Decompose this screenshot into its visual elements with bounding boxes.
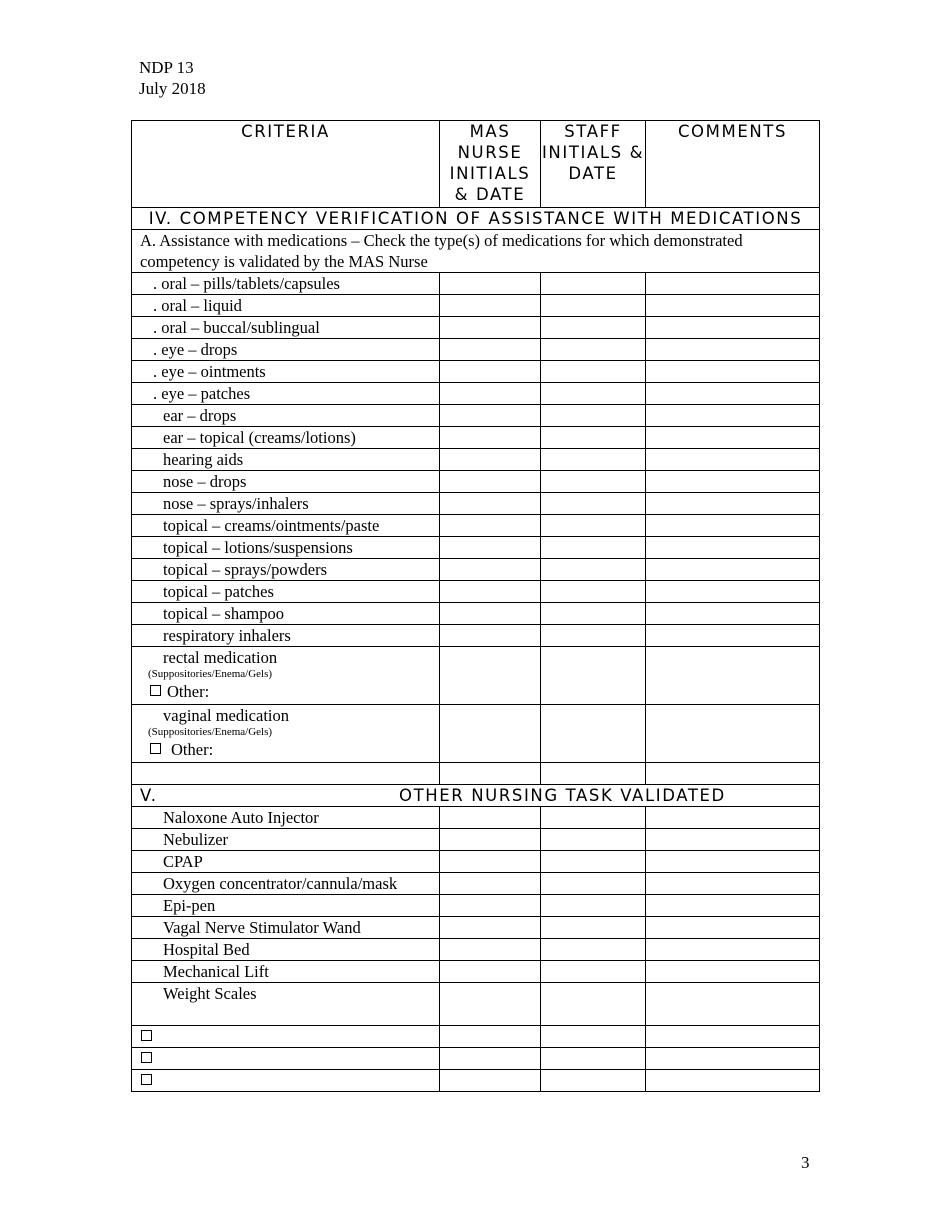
- criteria-cell: [132, 1070, 440, 1092]
- staff-cell[interactable]: [541, 537, 646, 559]
- checkbox-row: [132, 1026, 820, 1048]
- criteria-cell: . eye – ointments: [132, 361, 440, 383]
- section-iv-intro-row: [132, 230, 820, 273]
- mas-nurse-cell[interactable]: [440, 361, 541, 383]
- staff-cell[interactable]: [541, 1048, 646, 1070]
- table-row: [132, 829, 820, 851]
- mas-nurse-cell[interactable]: [440, 763, 541, 785]
- criteria-cell: topical – shampoo: [132, 603, 440, 625]
- table-row: [132, 427, 820, 449]
- criteria-cell: Epi-pen: [132, 895, 440, 917]
- comments-cell[interactable]: [646, 339, 820, 361]
- comments-cell[interactable]: [646, 361, 820, 383]
- staff-cell[interactable]: [541, 1070, 646, 1092]
- comments-cell[interactable]: [646, 273, 820, 295]
- checkbox-row: [132, 1070, 820, 1092]
- comments-cell[interactable]: [646, 295, 820, 317]
- table-row: [132, 961, 820, 983]
- checkbox-row: [132, 1048, 820, 1070]
- vaginal-other-checkbox[interactable]: [150, 743, 161, 754]
- criteria-cell[interactable]: [132, 763, 440, 785]
- staff-cell[interactable]: [541, 625, 646, 647]
- staff-cell[interactable]: [541, 559, 646, 581]
- mas-nurse-cell[interactable]: [440, 961, 541, 983]
- vaginal-sub-label: (Suppositories/Enema/Gels): [148, 726, 273, 738]
- comments-cell[interactable]: [646, 873, 820, 895]
- criteria-cell: Vagal Nerve Stimulator Wand: [132, 917, 440, 939]
- comments-cell[interactable]: [646, 581, 820, 603]
- criteria-cell: topical – sprays/powders: [132, 559, 440, 581]
- comments-cell[interactable]: [646, 537, 820, 559]
- mas-nurse-cell[interactable]: [440, 851, 541, 873]
- staff-cell[interactable]: [541, 273, 646, 295]
- comments-cell[interactable]: [646, 449, 820, 471]
- mas-nurse-cell[interactable]: [440, 939, 541, 961]
- criteria-cell: Mechanical Lift: [132, 961, 440, 983]
- criteria-cell: respiratory inhalers: [132, 625, 440, 647]
- checkbox[interactable]: [141, 1030, 152, 1041]
- comments-cell[interactable]: [646, 705, 820, 763]
- section-v-header: [132, 785, 820, 807]
- rectal-other-label: Other:: [167, 682, 210, 701]
- page-number: 3: [801, 1153, 810, 1172]
- comments-cell[interactable]: [646, 851, 820, 873]
- table-row: [132, 273, 820, 295]
- staff-cell[interactable]: [541, 983, 646, 1026]
- comments-cell[interactable]: [646, 1026, 820, 1048]
- staff-cell[interactable]: [541, 493, 646, 515]
- criteria-cell: [132, 1048, 440, 1070]
- staff-cell[interactable]: [541, 339, 646, 361]
- table-row: [132, 317, 820, 339]
- mas-nurse-cell[interactable]: [440, 471, 541, 493]
- mas-nurse-cell[interactable]: [440, 603, 541, 625]
- comments-cell[interactable]: [646, 829, 820, 851]
- comments-cell[interactable]: [646, 1048, 820, 1070]
- comments-cell[interactable]: [646, 515, 820, 537]
- staff-cell[interactable]: [541, 917, 646, 939]
- comments-cell[interactable]: [646, 471, 820, 493]
- staff-cell[interactable]: [541, 581, 646, 603]
- criteria-cell: . oral – pills/tablets/capsules: [132, 273, 440, 295]
- mas-nurse-cell[interactable]: [440, 647, 541, 705]
- mas-nurse-cell[interactable]: [440, 273, 541, 295]
- mas-nurse-cell[interactable]: [440, 317, 541, 339]
- criteria-cell: topical – creams/ointments/paste: [132, 515, 440, 537]
- vaginal-medication-row: [132, 705, 820, 763]
- mas-nurse-cell[interactable]: [440, 449, 541, 471]
- rectal-criteria-cell: [132, 647, 440, 705]
- criteria-cell: Weight Scales: [132, 983, 440, 1026]
- mas-nurse-cell[interactable]: [440, 515, 541, 537]
- competency-checklist-table: [131, 120, 820, 1092]
- table-row: [132, 471, 820, 493]
- mas-nurse-cell[interactable]: [440, 581, 541, 603]
- table-row: [132, 983, 820, 1026]
- mas-nurse-cell[interactable]: [440, 1070, 541, 1092]
- mas-nurse-cell[interactable]: [440, 807, 541, 829]
- staff-cell[interactable]: [541, 295, 646, 317]
- staff-cell[interactable]: [541, 705, 646, 763]
- criteria-cell: nose – sprays/inhalers: [132, 493, 440, 515]
- staff-cell[interactable]: [541, 851, 646, 873]
- mas-nurse-cell[interactable]: [440, 917, 541, 939]
- mas-nurse-cell[interactable]: [440, 405, 541, 427]
- criteria-header: CRITERIA: [132, 121, 440, 208]
- comments-header: COMMENTS: [646, 121, 820, 208]
- mas-nurse-cell[interactable]: [440, 295, 541, 317]
- column-header-row: [132, 121, 820, 208]
- rectal-sub-label: (Suppositories/Enema/Gels): [148, 668, 273, 680]
- staff-cell[interactable]: [541, 361, 646, 383]
- criteria-cell: hearing aids: [132, 449, 440, 471]
- rectal-other-checkbox[interactable]: [150, 685, 161, 696]
- comments-cell[interactable]: [646, 807, 820, 829]
- comments-cell[interactable]: [646, 961, 820, 983]
- criteria-cell: Oxygen concentrator/cannula/mask: [132, 873, 440, 895]
- section-v-title: OTHER NURSING TASK VALIDATED: [399, 786, 726, 805]
- comments-cell[interactable]: [646, 1070, 820, 1092]
- comments-cell[interactable]: [646, 383, 820, 405]
- mas-nurse-cell[interactable]: [440, 705, 541, 763]
- mas-nurse-cell[interactable]: [440, 1026, 541, 1048]
- staff-cell[interactable]: [541, 873, 646, 895]
- staff-cell[interactable]: [541, 471, 646, 493]
- mas-nurse-cell[interactable]: [440, 983, 541, 1026]
- criteria-cell: Hospital Bed: [132, 939, 440, 961]
- table-row: [132, 559, 820, 581]
- table-row: [132, 339, 820, 361]
- document-header: [139, 57, 206, 99]
- comments-cell[interactable]: [646, 427, 820, 449]
- comments-cell[interactable]: [646, 895, 820, 917]
- staff-cell[interactable]: [541, 427, 646, 449]
- staff-cell[interactable]: [541, 895, 646, 917]
- mas-nurse-cell[interactable]: [440, 427, 541, 449]
- criteria-cell: CPAP: [132, 851, 440, 873]
- staff-cell[interactable]: [541, 829, 646, 851]
- section-iv-title: IV. COMPETENCY VERIFICATION OF ASSISTANCE WITH MEDICATIONS: [132, 208, 820, 230]
- mas-nurse-header: MAS NURSE INITIALS & DATE: [440, 121, 541, 208]
- comments-cell[interactable]: [646, 603, 820, 625]
- mas-nurse-cell[interactable]: [440, 895, 541, 917]
- staff-cell[interactable]: [541, 383, 646, 405]
- comments-cell[interactable]: [646, 493, 820, 515]
- table-row: [132, 295, 820, 317]
- section-v-numeral: V.: [140, 786, 158, 805]
- staff-cell[interactable]: [541, 961, 646, 983]
- checkbox[interactable]: [141, 1074, 152, 1085]
- comments-cell[interactable]: [646, 405, 820, 427]
- section-iv-intro: A. Assistance with medications – Check the type(s) of medications for which demonstrated competency is validated by the MAS Nurse: [132, 230, 820, 273]
- staff-cell[interactable]: [541, 405, 646, 427]
- table-row: [132, 581, 820, 603]
- staff-cell[interactable]: [541, 1026, 646, 1048]
- staff-cell[interactable]: [541, 515, 646, 537]
- comments-cell[interactable]: [646, 983, 820, 1026]
- staff-cell[interactable]: [541, 317, 646, 339]
- criteria-cell: [132, 1026, 440, 1048]
- staff-header: STAFF INITIALS & DATE: [541, 121, 646, 208]
- vaginal-criteria-cell: [132, 705, 440, 763]
- blank-row: [132, 763, 820, 785]
- section-v-row: [132, 785, 820, 807]
- criteria-cell: ear – drops: [132, 405, 440, 427]
- vaginal-other-label: Other:: [171, 740, 214, 759]
- staff-cell[interactable]: [541, 939, 646, 961]
- table-row: [132, 493, 820, 515]
- mas-nurse-cell[interactable]: [440, 1048, 541, 1070]
- criteria-cell: topical – lotions/suspensions: [132, 537, 440, 559]
- document-date: July 2018: [139, 79, 206, 98]
- document-id: NDP 13: [139, 58, 194, 77]
- staff-cell[interactable]: [541, 449, 646, 471]
- criteria-cell: topical – patches: [132, 581, 440, 603]
- comments-cell[interactable]: [646, 763, 820, 785]
- mas-nurse-cell[interactable]: [440, 339, 541, 361]
- staff-cell[interactable]: [541, 763, 646, 785]
- table-row: [132, 405, 820, 427]
- criteria-cell: . eye – patches: [132, 383, 440, 405]
- rectal-medication-row: [132, 647, 820, 705]
- mas-nurse-cell[interactable]: [440, 559, 541, 581]
- table-row: [132, 895, 820, 917]
- comments-cell[interactable]: [646, 625, 820, 647]
- comments-cell[interactable]: [646, 317, 820, 339]
- criteria-cell: . oral – buccal/sublingual: [132, 317, 440, 339]
- table-row: [132, 939, 820, 961]
- table-row: [132, 449, 820, 471]
- table-row: [132, 361, 820, 383]
- staff-cell[interactable]: [541, 647, 646, 705]
- table-row: [132, 873, 820, 895]
- checkbox[interactable]: [141, 1052, 152, 1063]
- mas-nurse-cell[interactable]: [440, 625, 541, 647]
- rectal-other: [142, 681, 439, 702]
- table-row: [132, 515, 820, 537]
- table-row: [132, 917, 820, 939]
- table-row: [132, 625, 820, 647]
- section-iv-row: [132, 208, 820, 230]
- table-row: [132, 807, 820, 829]
- table-row: [132, 603, 820, 625]
- criteria-cell: ear – topical (creams/lotions): [132, 427, 440, 449]
- criteria-cell: nose – drops: [132, 471, 440, 493]
- criteria-cell: Naloxone Auto Injector: [132, 807, 440, 829]
- mas-nurse-cell[interactable]: [440, 873, 541, 895]
- rectal-label: rectal medication: [163, 648, 278, 667]
- mas-nurse-cell[interactable]: [440, 537, 541, 559]
- vaginal-other: [142, 739, 439, 760]
- staff-cell[interactable]: [541, 807, 646, 829]
- mas-nurse-cell[interactable]: [440, 383, 541, 405]
- criteria-cell: Nebulizer: [132, 829, 440, 851]
- mas-nurse-cell[interactable]: [440, 829, 541, 851]
- table-row: [132, 537, 820, 559]
- staff-cell[interactable]: [541, 603, 646, 625]
- table-row: [132, 851, 820, 873]
- comments-cell[interactable]: [646, 939, 820, 961]
- table-row: [132, 383, 820, 405]
- mas-nurse-cell[interactable]: [440, 493, 541, 515]
- criteria-cell: . oral – liquid: [132, 295, 440, 317]
- comments-cell[interactable]: [646, 559, 820, 581]
- criteria-cell: . eye – drops: [132, 339, 440, 361]
- vaginal-label: vaginal medication: [163, 706, 289, 725]
- comments-cell[interactable]: [646, 647, 820, 705]
- comments-cell[interactable]: [646, 917, 820, 939]
